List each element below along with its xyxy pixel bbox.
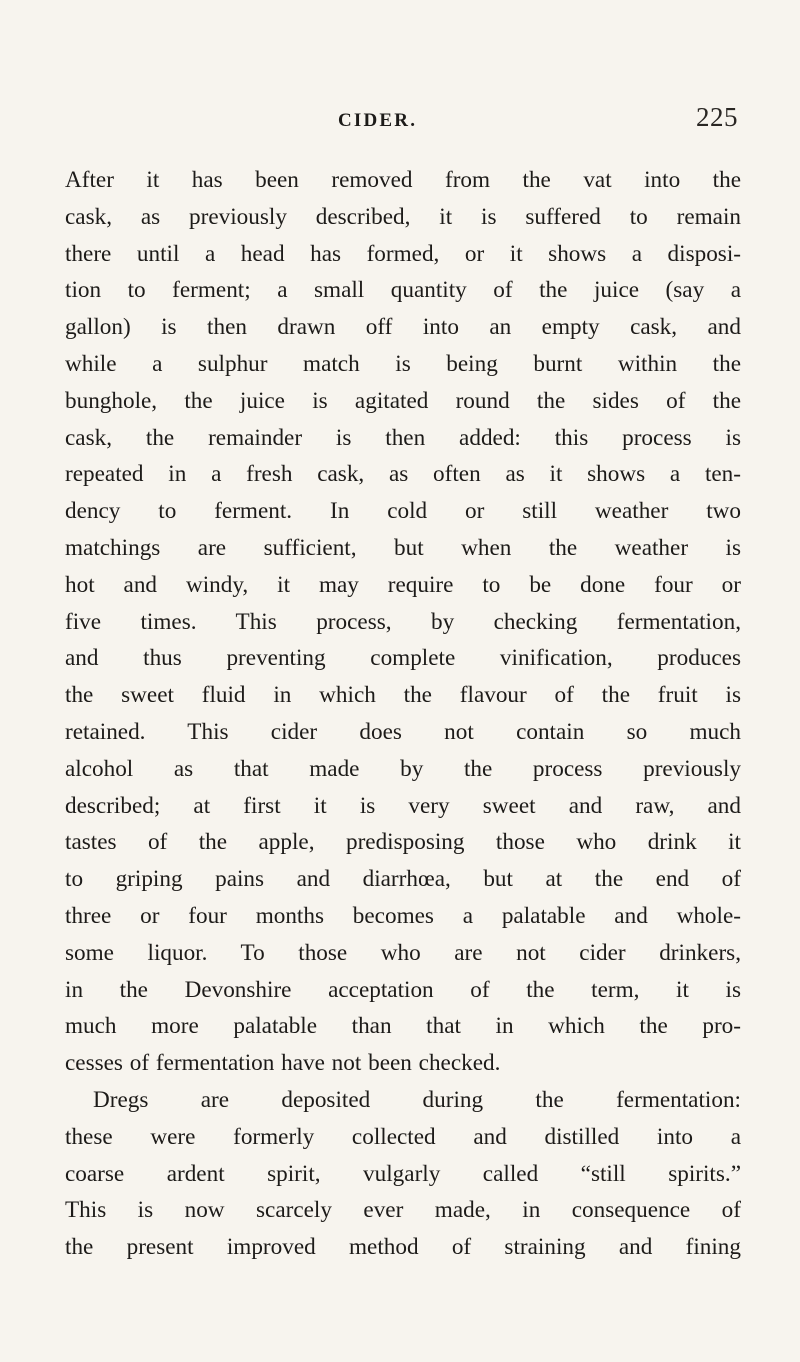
text-line: bunghole, the juice is agitated round the sides of the xyxy=(65,387,741,414)
page-number: 225 xyxy=(696,102,738,132)
text-line: coarse ardent spirit, vulgarly called “still spirits.” xyxy=(65,1160,741,1187)
body-text xyxy=(65,162,741,1266)
text-line: while a sulphur match is being burnt within the xyxy=(65,350,741,377)
text-line: This is now scarcely ever made, in consequence of xyxy=(65,1197,741,1224)
text-line: tion to ferment; a small quantity of the juice (say a xyxy=(65,277,741,304)
text-line: cask, the remainder is then added: this process is xyxy=(65,424,741,451)
text-line: the sweet fluid in which the flavour of the fruit is xyxy=(65,682,741,709)
text-line: described; at first it is very sweet and raw, and xyxy=(65,792,741,819)
running-title: CIDER. xyxy=(338,110,418,131)
running-head xyxy=(0,102,800,142)
text-line: retained. This cider does not contain so much xyxy=(65,718,741,745)
text-line: cask, as previously described, it is suffered to remain xyxy=(65,203,741,230)
text-line: to griping pains and diarrhœa, but at the end of xyxy=(65,866,741,893)
text-line: Dregs are deposited during the fermentation: xyxy=(93,1086,741,1113)
text-line: three or four months becomes a palatable and whole- xyxy=(65,902,741,929)
text-line: repeated in a fresh cask, as often as it shows a ten- xyxy=(65,461,741,488)
text-line: the present improved method of straining and fining xyxy=(65,1234,741,1261)
text-line: After it has been removed from the vat into the xyxy=(65,167,741,193)
text-line: there until a head has formed, or it shows a disposi- xyxy=(65,240,741,267)
text-line: gallon) is then drawn off into an empty cask, and xyxy=(65,314,741,341)
text-line: alcohol as that made by the process previously xyxy=(65,755,741,782)
text-line: five times. This process, by checking fermentation, xyxy=(65,608,741,635)
text-line: matchings are sufficient, but when the weather is xyxy=(65,534,741,561)
text-line: some liquor. To those who are not cider drinkers, xyxy=(65,939,741,966)
text-line: dency to ferment. In cold or still weather two xyxy=(65,498,741,525)
text-line: cesses of fermentation have not been checked. xyxy=(65,1050,501,1077)
text-line: hot and windy, it may require to be done four or xyxy=(65,571,741,598)
text-line: and thus preventing complete vinification, produces xyxy=(65,645,741,672)
text-line: tastes of the apple, predisposing those who drink it xyxy=(65,829,741,856)
text-line: in the Devonshire acceptation of the term, it is xyxy=(65,976,741,1003)
text-line: these were formerly collected and distilled into a xyxy=(65,1123,741,1150)
text-line: much more palatable than that in which the pro- xyxy=(65,1013,741,1040)
